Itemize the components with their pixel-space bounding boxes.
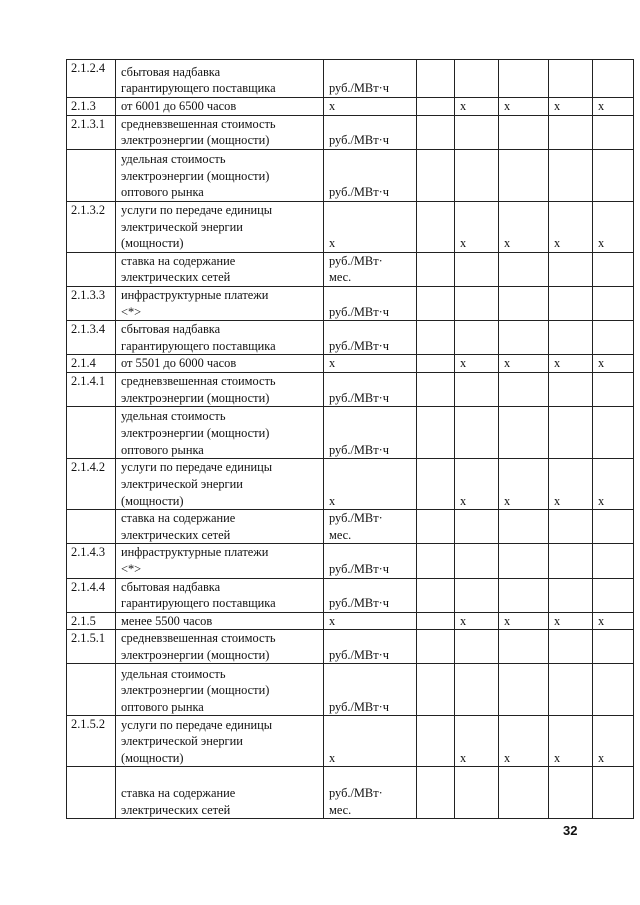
row-value-cell: [417, 578, 455, 612]
row-value-cell: [593, 60, 634, 98]
table-row: [67, 664, 634, 716]
row-value-cell: [593, 372, 634, 406]
row-value-cell: [499, 767, 549, 819]
row-value-cell: [593, 286, 634, 320]
row-value-cell: [549, 544, 593, 578]
row-value-cell: [417, 355, 455, 373]
table-row: [67, 60, 634, 98]
row-value-cell: х: [549, 716, 593, 767]
row-value-cell: [549, 510, 593, 544]
row-value-cell: х: [593, 612, 634, 630]
row-value-cell: х: [549, 355, 593, 373]
row-name-cell: от 6001 до 6500 часов: [116, 98, 324, 116]
row-name-cell: удельная стоимость электроэнергии (мощности) оптового рынка: [116, 664, 324, 716]
table-row: [67, 767, 634, 819]
table-row: [67, 716, 634, 767]
table-body: [67, 60, 634, 819]
row-unit-cell: руб./МВт· мес.: [324, 767, 417, 819]
row-value-cell: х: [499, 459, 549, 510]
row-value-cell: [499, 321, 549, 355]
row-unit-cell: х: [324, 98, 417, 116]
row-value-cell: х: [549, 98, 593, 116]
row-value-cell: [417, 630, 455, 664]
row-value-cell: [499, 510, 549, 544]
row-value-cell: х: [593, 355, 634, 373]
table-row: [67, 578, 634, 612]
table-row: [67, 149, 634, 201]
row-number-cell: 2.1.2.4: [67, 60, 116, 98]
row-name-cell: удельная стоимость электроэнергии (мощности) оптового рынка: [116, 407, 324, 459]
row-name-cell: инфраструктурные платежи <*>: [116, 544, 324, 578]
row-unit-cell: х: [324, 201, 417, 252]
row-value-cell: [593, 115, 634, 149]
row-value-cell: [499, 115, 549, 149]
row-value-cell: [593, 544, 634, 578]
row-number-cell: 2.1.3.2: [67, 201, 116, 252]
row-number-cell: 2.1.3.3: [67, 286, 116, 320]
row-value-cell: [455, 630, 499, 664]
row-value-cell: х: [455, 716, 499, 767]
row-value-cell: [499, 60, 549, 98]
row-unit-cell: руб./МВт·ч: [324, 149, 417, 201]
row-name-cell: сбытовая надбавка гарантирующего поставщика: [116, 60, 324, 98]
row-value-cell: х: [499, 716, 549, 767]
row-unit-cell: руб./МВт·ч: [324, 578, 417, 612]
row-value-cell: [417, 201, 455, 252]
row-value-cell: [417, 767, 455, 819]
row-value-cell: [417, 149, 455, 201]
row-unit-cell: руб./МВт·ч: [324, 407, 417, 459]
row-unit-cell: руб./МВт·ч: [324, 321, 417, 355]
row-value-cell: [455, 372, 499, 406]
row-name-cell: средневзвешенная стоимость электроэнергии (мощности): [116, 372, 324, 406]
row-name-cell: от 5501 до 6000 часов: [116, 355, 324, 373]
row-name-cell: ставка на содержание электрических сетей: [116, 252, 324, 286]
row-name-cell: услуги по передаче единицы электрической энергии (мощности): [116, 201, 324, 252]
row-value-cell: [455, 149, 499, 201]
row-value-cell: [593, 578, 634, 612]
row-value-cell: [417, 98, 455, 116]
row-value-cell: [549, 321, 593, 355]
row-number-cell: [67, 767, 116, 819]
table-row: [67, 98, 634, 116]
row-value-cell: х: [455, 355, 499, 373]
row-value-cell: [499, 407, 549, 459]
table-row: [67, 459, 634, 510]
row-value-cell: [455, 252, 499, 286]
row-value-cell: [549, 630, 593, 664]
row-name-cell: удельная стоимость электроэнергии (мощности) оптового рынка: [116, 149, 324, 201]
row-value-cell: х: [499, 612, 549, 630]
table-row: [67, 115, 634, 149]
row-value-cell: [593, 510, 634, 544]
table-row: [67, 201, 634, 252]
row-name-cell: услуги по передаче единицы электрической энергии (мощности): [116, 459, 324, 510]
row-value-cell: х: [593, 459, 634, 510]
row-name-cell: менее 5500 часов: [116, 612, 324, 630]
row-name-cell: услуги по передаче единицы электрической энергии (мощности): [116, 716, 324, 767]
row-value-cell: [417, 115, 455, 149]
row-unit-cell: руб./МВт·ч: [324, 115, 417, 149]
row-value-cell: [499, 252, 549, 286]
row-unit-cell: руб./МВт·ч: [324, 664, 417, 716]
row-value-cell: х: [593, 201, 634, 252]
row-value-cell: [499, 149, 549, 201]
row-value-cell: [549, 578, 593, 612]
row-value-cell: [499, 630, 549, 664]
row-value-cell: [417, 252, 455, 286]
row-value-cell: [549, 149, 593, 201]
row-name-cell: сбытовая надбавка гарантирующего поставщика: [116, 578, 324, 612]
row-unit-cell: х: [324, 716, 417, 767]
row-value-cell: [455, 510, 499, 544]
row-value-cell: [549, 664, 593, 716]
row-value-cell: [417, 407, 455, 459]
row-value-cell: х: [455, 98, 499, 116]
row-value-cell: [499, 664, 549, 716]
row-value-cell: [417, 664, 455, 716]
row-value-cell: [417, 544, 455, 578]
row-value-cell: [417, 459, 455, 510]
row-number-cell: [67, 407, 116, 459]
row-value-cell: [499, 544, 549, 578]
row-value-cell: [455, 286, 499, 320]
row-value-cell: [455, 578, 499, 612]
row-value-cell: [549, 286, 593, 320]
row-value-cell: [593, 321, 634, 355]
row-value-cell: [593, 767, 634, 819]
row-value-cell: [455, 60, 499, 98]
row-value-cell: х: [455, 459, 499, 510]
row-number-cell: 2.1.3.1: [67, 115, 116, 149]
row-value-cell: [499, 286, 549, 320]
row-value-cell: [455, 321, 499, 355]
row-number-cell: 2.1.3: [67, 98, 116, 116]
row-value-cell: х: [455, 201, 499, 252]
tariff-table: [66, 59, 634, 819]
row-number-cell: 2.1.4.1: [67, 372, 116, 406]
table-row: [67, 355, 634, 373]
row-number-cell: [67, 664, 116, 716]
row-value-cell: [593, 664, 634, 716]
table-row: [67, 630, 634, 664]
row-unit-cell: руб./МВт· мес.: [324, 510, 417, 544]
row-unit-cell: руб./МВт·ч: [324, 630, 417, 664]
row-number-cell: [67, 252, 116, 286]
row-name-cell: ставка на содержание электрических сетей: [116, 510, 324, 544]
row-value-cell: [593, 149, 634, 201]
row-value-cell: [417, 321, 455, 355]
row-unit-cell: х: [324, 612, 417, 630]
row-value-cell: [417, 612, 455, 630]
row-value-cell: [593, 630, 634, 664]
row-value-cell: х: [549, 612, 593, 630]
row-value-cell: х: [549, 459, 593, 510]
row-value-cell: [499, 372, 549, 406]
row-value-cell: [549, 252, 593, 286]
row-value-cell: [549, 407, 593, 459]
row-number-cell: 2.1.4.4: [67, 578, 116, 612]
row-value-cell: х: [455, 612, 499, 630]
row-value-cell: [455, 115, 499, 149]
row-unit-cell: руб./МВт·ч: [324, 60, 417, 98]
row-value-cell: х: [499, 98, 549, 116]
row-value-cell: [455, 407, 499, 459]
row-value-cell: х: [549, 201, 593, 252]
row-number-cell: 2.1.5.2: [67, 716, 116, 767]
row-unit-cell: руб./МВт· мес.: [324, 252, 417, 286]
row-name-cell: средневзвешенная стоимость электроэнергии (мощности): [116, 630, 324, 664]
table-row: [67, 544, 634, 578]
row-value-cell: [417, 60, 455, 98]
row-value-cell: [549, 372, 593, 406]
row-name-cell: инфраструктурные платежи <*>: [116, 286, 324, 320]
row-unit-cell: руб./МВт·ч: [324, 372, 417, 406]
row-number-cell: 2.1.4.3: [67, 544, 116, 578]
table-row: [67, 612, 634, 630]
row-value-cell: х: [499, 355, 549, 373]
row-name-cell: ставка на содержание электрических сетей: [116, 767, 324, 819]
table-row: [67, 510, 634, 544]
table-row: [67, 252, 634, 286]
row-number-cell: 2.1.3.4: [67, 321, 116, 355]
row-value-cell: [593, 407, 634, 459]
row-value-cell: [455, 544, 499, 578]
row-name-cell: сбытовая надбавка гарантирующего поставщика: [116, 321, 324, 355]
row-value-cell: [455, 767, 499, 819]
table-row: [67, 372, 634, 406]
row-value-cell: [417, 510, 455, 544]
row-number-cell: 2.1.5.1: [67, 630, 116, 664]
row-value-cell: [499, 578, 549, 612]
table-row: [67, 321, 634, 355]
row-name-cell: средневзвешенная стоимость электроэнергии (мощности): [116, 115, 324, 149]
row-value-cell: [549, 115, 593, 149]
table-row: [67, 407, 634, 459]
row-value-cell: х: [593, 98, 634, 116]
row-value-cell: [455, 664, 499, 716]
row-unit-cell: руб./МВт·ч: [324, 544, 417, 578]
page-number: 32: [563, 823, 578, 838]
row-value-cell: [549, 60, 593, 98]
row-number-cell: 2.1.5: [67, 612, 116, 630]
row-value-cell: [593, 252, 634, 286]
table-row: [67, 286, 634, 320]
row-unit-cell: х: [324, 459, 417, 510]
row-number-cell: 2.1.4: [67, 355, 116, 373]
row-unit-cell: руб./МВт·ч: [324, 286, 417, 320]
row-value-cell: [417, 372, 455, 406]
row-number-cell: 2.1.4.2: [67, 459, 116, 510]
row-value-cell: [417, 286, 455, 320]
row-value-cell: [549, 767, 593, 819]
row-number-cell: [67, 510, 116, 544]
row-value-cell: [417, 716, 455, 767]
row-value-cell: х: [499, 201, 549, 252]
row-unit-cell: х: [324, 355, 417, 373]
row-number-cell: [67, 149, 116, 201]
row-value-cell: х: [593, 716, 634, 767]
